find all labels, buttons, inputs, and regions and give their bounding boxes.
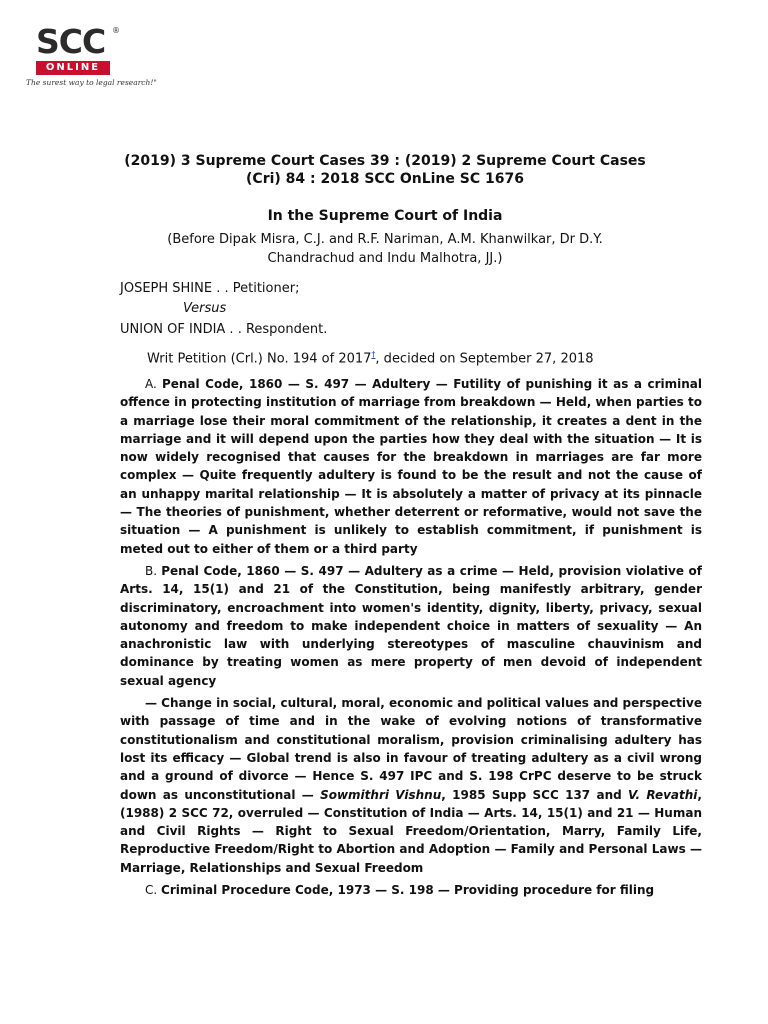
- headnote-text: , 1985 Supp SCC 137 and: [441, 787, 629, 802]
- case-name: Sowmithri Vishnu: [320, 787, 442, 802]
- writ-petition-line: [147, 346, 594, 368]
- logo-brand: SCC: [36, 22, 106, 61]
- headnote-c: [120, 881, 702, 899]
- headnote-a: [120, 375, 702, 558]
- headnote-b-continued: [120, 694, 702, 877]
- case-citation: [60, 152, 710, 188]
- headnote-b: [120, 562, 702, 690]
- bench-line-2: Chandrachud and Indu Malhotra, JJ.): [267, 251, 503, 266]
- logo-online-bar: ONLINE: [36, 61, 110, 75]
- case-name: V. Revathi: [628, 787, 698, 802]
- respondent: UNION OF INDIA . . Respondent.: [120, 322, 328, 337]
- court-name: In the Supreme Court of India: [267, 208, 503, 224]
- writ-number: Writ Petition (Crl.) No. 194 of 2017: [147, 351, 372, 367]
- citation-line-1: (2019) 3 Supreme Court Cases 39 : (2019) 2 Supreme Court Cases: [124, 153, 646, 169]
- headnote-text: Penal Code, 1860 — S. 497 — Adultery — Futility of punishing it as a criminal offence in protecting institution of marriage from breakdown — Held, when parties to a marriage lose their moral commitment of the relationship, it creates a dent in the marriage and it will depend upon the parties how they deal with the situation — It is now widely recognised that causes for the breakdown in marriages are far more complex — Quite frequently adultery is found to be the result and not the cause of an unhappy marital relationship — It is absolutely a matter of privacy at its pinnacle — The theories of punishment, whether deterrent or reformative, would not save the situation — A punishment is unlikely to establish commitment, if punishment is meted out to either of them or a third party: [120, 377, 702, 556]
- citation-line-2: (Cri) 84 : 2018 SCC OnLine SC 1676: [246, 171, 524, 187]
- footnote-link[interactable]: †: [371, 350, 376, 359]
- bench-line-1: (Before Dipak Misra, C.J. and R.F. Nariman, A.M. Khanwilkar, Dr D.Y.: [167, 232, 603, 247]
- headnote-text: , (1988) 2 SCC 72, overruled — Constitution of India — Arts. 14, 15(1) and 21 — Human and Civil Rights — Right to Sexual Freedom/Orientation, Marry, Family Life, Reproductive Freedom/Right to Abortion and Adoption — Family and Personal Laws — Marriage, Relationships and Sexual Freedom: [120, 787, 702, 875]
- petitioner: JOSEPH SHINE . . Petitioner;: [120, 281, 300, 296]
- headnote-text: Penal Code, 1860 — S. 497 — Adultery as a crime — Held, provision violative of Arts. 14, 15(1) and 21 of the Constitution, being manifestly arbitrary, gender discriminatory, encroachment into women's identity, dignity, liberty, privacy, sexual autonomy and freedom to make independent choice in matters of sexuality — An anachronistic law with underlying stereotypes of masculine chauvinism and dominance by treating women as mere property of men devoid of independent sexual agency: [120, 563, 702, 688]
- headnote-label: A.: [145, 377, 162, 391]
- versus: Versus: [183, 301, 227, 316]
- logo-tagline: The surest way to legal research!": [26, 78, 157, 87]
- headnote-label: C.: [145, 883, 162, 898]
- headnote-text: — Change in social, cultural, moral, economic and political values and perspective with passage of time and in the wake of evolving notions of transformative constitutionalism and constitutional moralism, provision criminalising adultery has lost its efficacy — Global trend is also in favour of treating adultery as a civil wrong and a ground of divorce — Hence S. 497 IPC and S. 198 CrPC deserve to be struck down as unconstitutional —: [120, 696, 702, 802]
- headnote-text: Criminal Procedure Code, 1973 — S. 198 — Providing procedure for filing: [161, 883, 655, 898]
- bench: [60, 230, 710, 268]
- headnotes: [120, 375, 702, 903]
- logo-registered-mark: ®: [112, 26, 120, 35]
- scc-online-logo: [26, 22, 157, 94]
- decision-date: , decided on September 27, 2018: [375, 351, 594, 367]
- headnote-label: B.: [145, 563, 162, 578]
